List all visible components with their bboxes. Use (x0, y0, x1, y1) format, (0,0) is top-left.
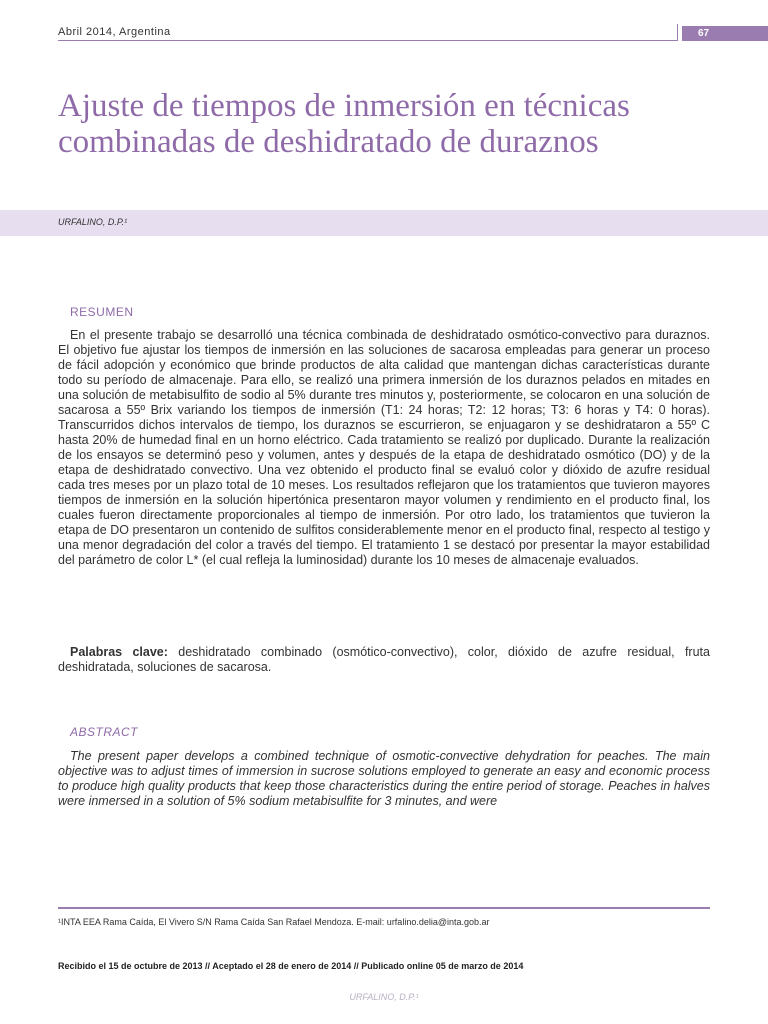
resumen-text: En el presente trabajo se desarrolló una técnica combinada de deshidratado osmótico-convectivo para duraznos. El objetivo fue ajustar los tiempos de inmersión en las soluciones de sacarosa empleadas para generar un proceso de fácil adopción y económico que brinde productos de alta calidad que mantengan dichas características durante todo su período de almacenaje. Para ello, se realizó una primera inmersión de los duraznos pelados en mitades en una solución de metabisulfito de sodio al 5% durante tres minutos y, posteriormente, se colocaron en una solución de sacarosa a 55º Brix variando los tiempos de inmersión (T1: 24 horas; T2: 12 horas; T3: 6 horas y T4: 0 horas). Transcurridos dichos intervalos de tiempo, los duraznos se escurrieron, se enjuagaron y se deshidrataron a 55º C hasta 20% de humedad final en un horno eléctrico. Cada tratamiento se realizó por duplicado. Durante la realización de los ensayos se determinó peso y volumen, antes y después de la etapa de deshidratado osmótico (DO) y de la etapa de deshidratado convectivo. Una vez obtenido el producto final se evaluó color y dióxido de azufre residual cada tres meses por un plazo total de 10 meses. Los resultados reflejaron que los tratamientos que tuvieron mayores tiempos de inmersión en la solución hipertónica presentaron mayor volumen y rendimiento en el producto final, los cuales fueron directamente proporcionales al tiempo de inmersión. Por otro lado, los tratamientos que tuvieron la etapa de DO presentaron un contenido de sulfitos considerablemente menor en el producto final, respecto al testigo y una menor degradación del color a través del tiempo. El tratamiento 1 se destacó por presentar la mayor estabilidad del parámetro de color L* (el cual refleja la luminosidad) durante los 10 meses de almacenaje evaluados. (58, 328, 710, 567)
header-rule (58, 40, 678, 41)
header-divider (677, 24, 678, 41)
keywords (58, 645, 710, 675)
footer-author: URFALINO, D.P.¹ (349, 992, 419, 1002)
abstract-heading: ABSTRACT (70, 725, 139, 739)
page-number: 67 (698, 28, 710, 39)
keywords-label: Palabras clave: (70, 645, 168, 659)
abstract-text: The present paper develops a combined technique of osmotic-convective dehydration for peaches. The main objective was to adjust times of immersion in sucrose solutions employed to generate an easy and economic process to produce high quality products that keep those characteristics during the entire period of storage. Peaches in halves were inmersed in a solution of 5% sodium metabisulfite for 3 minutes, and were (58, 749, 710, 808)
header-date-location: Abril 2014, Argentina (58, 26, 171, 38)
resumen-heading: RESUMEN (70, 305, 134, 319)
footnote: ¹INTA EEA Rama Caída, El Vivero S/N Rama Caída San Rafael Mendoza. E-mail: urfalino.delia@inta.gob.ar (58, 917, 490, 927)
footnote-rule (58, 907, 710, 909)
article-title: Ajuste de tiempos de inmersión en técnicas combinadas de deshidratado de duraznos (58, 88, 630, 160)
page-number-box (682, 26, 768, 41)
keywords-text: deshidratado combinado (osmótico-convectivo), color, dióxido de azufre residual, fruta deshidratada, soluciones de sacarosa. (58, 645, 710, 674)
received-dates: Recibido el 15 de octubre de 2013 // Aceptado el 28 de enero de 2014 // Publicado online 05 de marzo de 2014 (58, 961, 524, 971)
author-name: URFALINO, D.P.¹ (58, 217, 128, 227)
